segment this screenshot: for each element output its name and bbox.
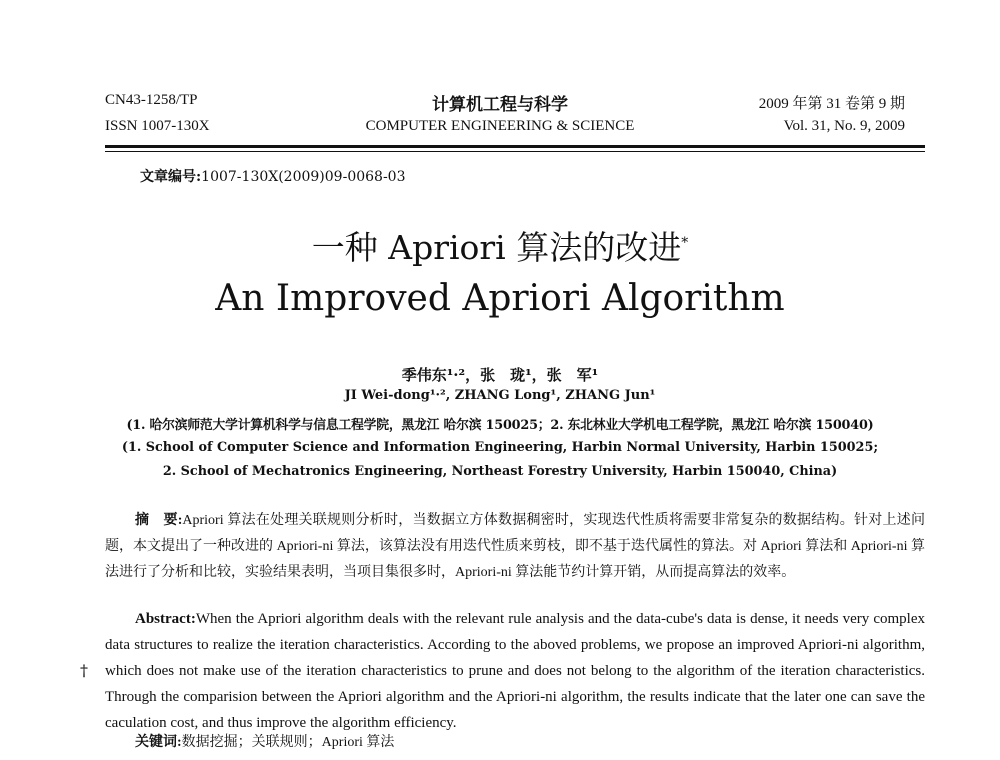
title-footnote-mark: * <box>681 235 689 251</box>
keywords-text: 数据挖掘；关联规则；Apriori 算法 <box>181 735 395 750</box>
cn-number: CN43-1258/TP <box>105 92 198 108</box>
keywords-label: 关键词: <box>135 735 182 750</box>
issue-en: Vol. 31, No. 9, 2009 <box>783 118 905 134</box>
title-en: An Improved Apriori Algorithm <box>215 278 785 319</box>
authors-cn: 季伟东¹·²，张 珑¹，张 军¹ <box>401 366 599 384</box>
issue-cn: 2009 年第 31 卷第 9 期 <box>758 96 905 112</box>
header-rule-thick <box>105 145 925 148</box>
keywords <box>105 730 925 756</box>
abstract-cn-text: Apriori 算法在处理关联规则分析时，当数据立方体数据稠密时，实现迭代性质将需要非常复杂的数据结构。针对上述问题，本文提出了一种改进的 Apriori-ni 算法，该算法没有用迭代性质来剪枝，即不基于迭代属性的算法。对 Apriori 算法和 Apriori-ni 算法进行了分析和比较，实验结果表明，当项目集很多时，Apriori-ni 算法能节约计算开销，从而提高算法的效率。 <box>105 513 925 580</box>
header-rule-thin <box>105 151 925 152</box>
abstract-en-text: When the Apriori algorithm deals with the relevant rule analysis and the data-cube's data is dense, it needs very complex data structures to realize the iteration characteristics. According to the aboved problems, we propose an improved Apriori-ni algorithm, which does not make use of the iteration characteristics to prune and does not belong to the algorithm of the iteration characteristics. Through the comparision between the Apriori algorithm and the Apriori-ni algorithm, the results indicate that the later one can save the caculation cost, and thus improve the algorithm efficiency. <box>105 611 925 731</box>
abstract-cn <box>105 508 925 586</box>
affiliation-en-2: 2. School of Mechatronics Engineering, Northeast Forestry University, Harbin 150040, China) <box>162 464 838 479</box>
affiliation-en-1: (1. School of Computer Science and Information Engineering, Harbin Normal University, Harbin 150025; <box>121 440 879 455</box>
abstract-en <box>105 606 925 736</box>
abstract-en-label: Abstract: <box>135 611 196 627</box>
article-number-value: 1007-130X(2009)09-0068-03 <box>201 169 406 185</box>
margin-mark: † <box>80 661 88 680</box>
journal-title-cn: 计算机工程与科学 <box>432 95 568 114</box>
journal-title-en: COMPUTER ENGINEERING & SCIENCE <box>365 118 635 134</box>
authors-en: JI Wei-dong¹·², ZHANG Long¹, ZHANG Jun¹ <box>344 388 656 403</box>
abstract-cn-label: 摘 要: <box>135 513 183 528</box>
title-cn <box>0 222 1000 269</box>
title-cn-text: 一种 Apriori 算法的改进 <box>311 228 682 267</box>
article-number <box>140 166 406 186</box>
issn-number: ISSN 1007-130X <box>105 118 210 134</box>
affiliation-cn: (1. 哈尔滨师范大学计算机科学与信息工程学院，黑龙江 哈尔滨 150025；2. 东北林业大学机电工程学院，黑龙江 哈尔滨 150040) <box>126 418 874 433</box>
article-number-label: 文章编号: <box>140 169 202 185</box>
